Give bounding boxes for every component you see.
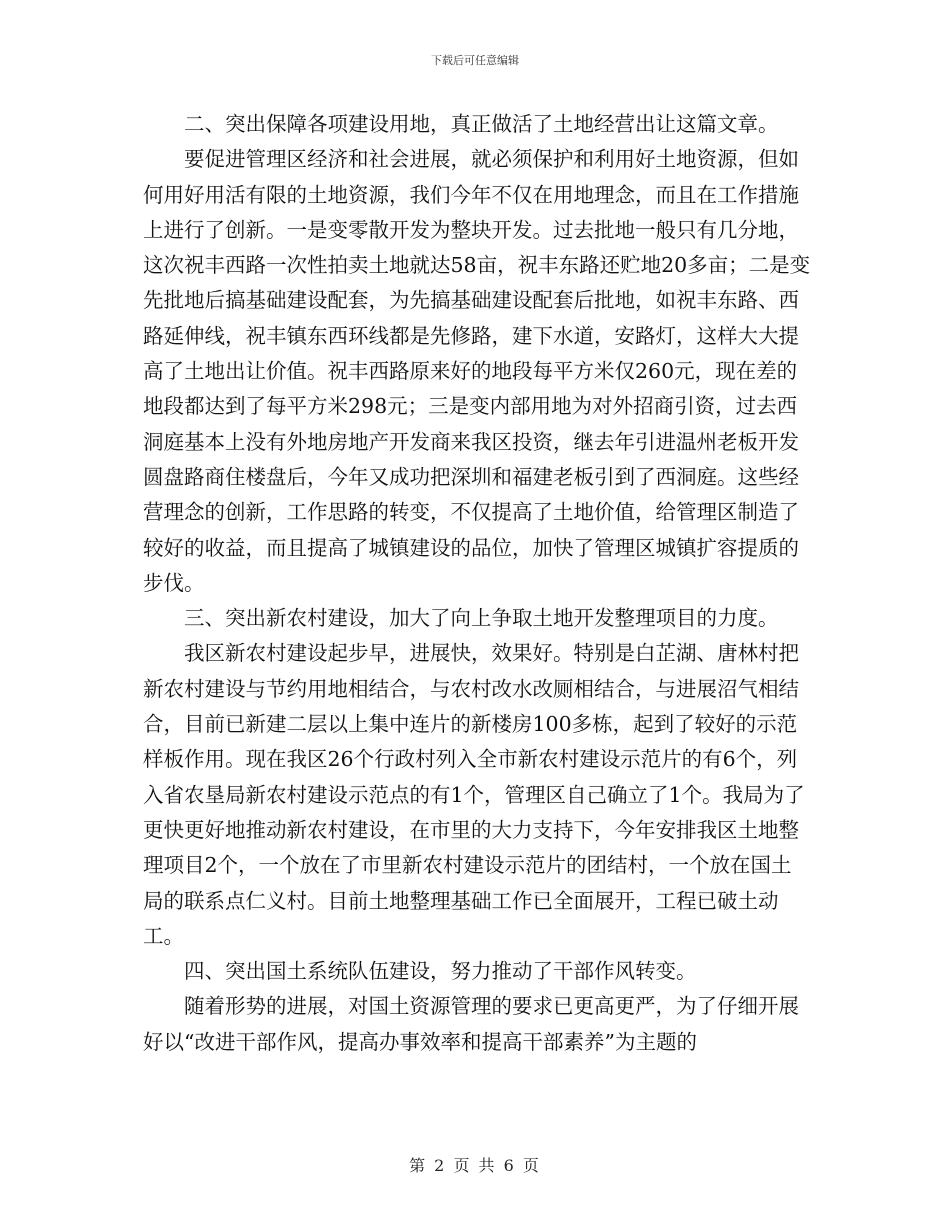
section-paragraph: 要促进管理区经济和社会进展，就必须保护和利用好土地资源，但如何用好用活有限的土地资源，我们今年不仅在用地理念，而且在工作措施上进行了创新。一是变零散开发为整块开发。过去批地一般只有几分地，这次祝丰西路一次性拍卖土地就达58亩，祝丰东路还贮地20多亩；二是变先批地后搞基础建设配套，为先搞基础建设配套后批地，如祝丰东路、西路延伸线，祝丰镇东西环线都是先修路，建下水道，安路灯，这样大大提高了土地出让价值。祝丰西路原来好的地段每平方米仅260元，现在差的地段都达到了每平方米298元；三是变内部用地为对外招商引资，过去西洞庭基本上没有外地房地产开发商来我区投资，继去年引进温州老板开发圆盘路商住楼盘后，今年又成功把深圳和福建老板引到了西洞庭。这些经营理念的创新，工作思路的转变，不仅提高了土地价值，给管理区制造了较好的收益，而且提高了城镇建设的品位，加快了管理区城镇扩容提质的步伐。 xyxy=(143,147,811,595)
page-footer: 第 2 页 共 6 页 xyxy=(409,1156,541,1175)
section-paragraph: 我区新农村建设起步早，进展快，效果好。特别是白芷湖、唐林村把新农村建设与节约用地相结合，与农村改水改厕相结合，与进展沼气相结合，目前已新建二层以上集中连片的新楼房100多栋，起到了较好的示范样板作用。现在我区26个行政村列入全市新农村建设示范片的有6个，列入省农垦局新农村建设示范点的有1个，管理区自己确立了1个。我局为了更快更好地推动新农村建设，在市里的大力支持下，今年安排我区土地整理项目2个，一个放在了市里新农村建设示范片的团结村，一个放在国土局的联系点仁义村。目前土地整理基础工作已全面展开，工程已破土动工。 xyxy=(143,641,805,948)
page-header: 下载后可任意编辑 xyxy=(431,54,519,67)
section-heading: 三、突出新农村建设，加大了向上争取土地开发整理项目的力度。 xyxy=(184,606,779,631)
section-paragraph: 随着形势的进展，对国土资源管理的要求已更高更严，为了仔细开展好以“改进干部作风，提高办事效率和提高干部素养”为主题的 xyxy=(143,994,799,1054)
section-heading: 二、突出保障各项建设用地，真正做活了土地经营出让这篇文章。 xyxy=(184,112,779,136)
document-body xyxy=(143,107,811,1060)
section-heading: 四、突出国土系统队伍建设，努力推动了干部作风转变。 xyxy=(184,959,697,984)
